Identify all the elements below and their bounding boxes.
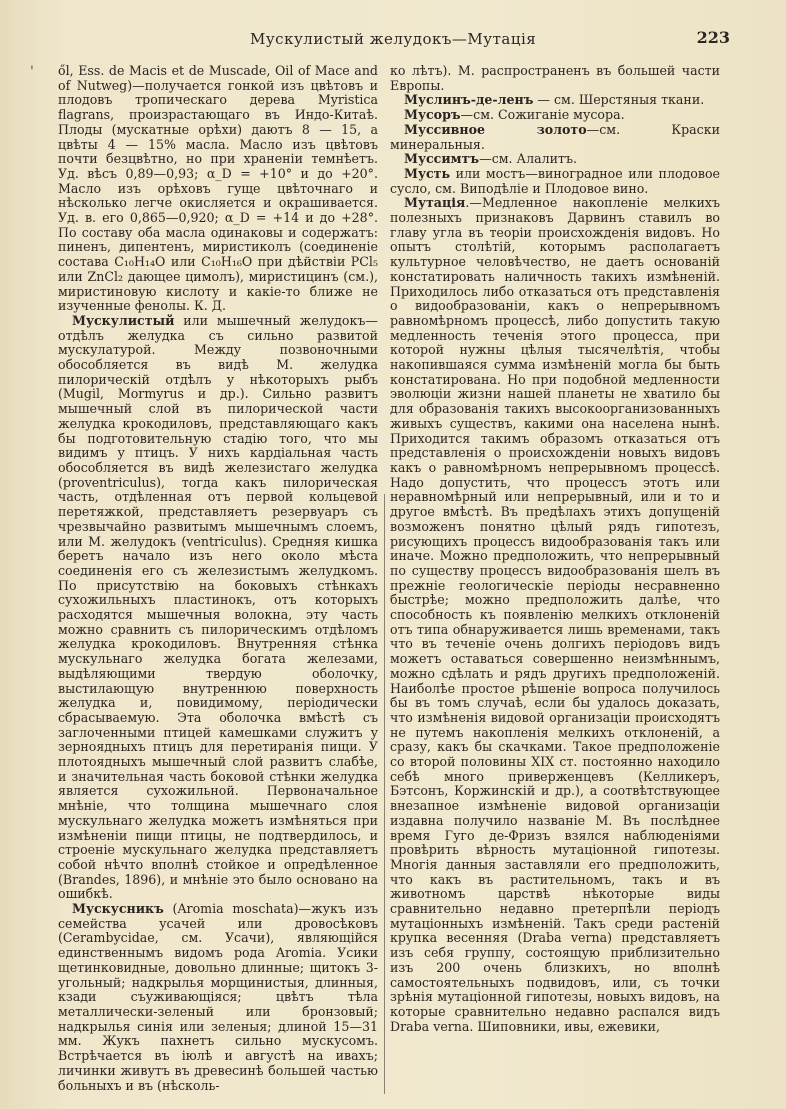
article-paragraph [390,123,720,152]
entry-text: или мостъ—виноградное или плодовое сусло, см. Виподѣліе и Плодовое вино. [390,165,720,196]
entry-headword: Мутація [404,195,466,211]
entry-text: ко лѣтъ). М. распространенъ въ большей части Европы. [390,64,720,93]
article-paragraph [390,108,720,123]
entry-text: —см. Алалитъ. [479,151,577,167]
entry-text: .—Медленное накопленіе мелкихъ полезныхъ признаковъ Дарвинъ ставилъ во главу угла въ теоріи происхожденія видовъ. Но опытъ столѣтій, которымъ располагаетъ культурное человѣчество, не даетъ основаній констатировать наличность такихъ измѣненій. Приходилось либо отказаться отъ представленія о видообразованіи, какъ о непрерывномъ равномѣрномъ процессѣ, либо допустить такую медленность теченія этого процесса, при которой нужны цѣлыя тысячелѣтія, чтобы накопившаяся сумма измѣненій могла бы быть констатирована. Но при подобной медленности эволюціи жизни нашей планеты не хватило бы для образованія такихъ высокоорганизованныхъ живыхъ существъ, какими она населена нынѣ. Приходится такимъ образомъ отказаться отъ представленія о происхожденіи новыхъ видовъ какъ о равномѣрномъ непрерывномъ процессѣ. Надо допустить, что процессъ этотъ или неравномѣрный или непрерывный, или и то и другое вмѣстѣ. Въ предѣлахъ этихъ допущеній возможенъ понятно цѣлый рядъ гипотезъ, рисующихъ процессъ видообразованія такъ или иначе. Можно предположить, что непрерывный по существу процессъ видообразованія шелъ въ прежніе геологическіе періоды несравненно быстрѣе; можно предположить далѣе, что способность къ появленію мелкихъ отклоненій отъ типа обнаруживается лишь временами, такъ что въ теченіе очень долгихъ періодовъ видъ можетъ оставаться совершенно неизмѣннымъ, можно сдѣлать и рядъ другихъ предположеній. Наиболѣе простое рѣшеніе вопроса получилось бы въ томъ случаѣ, если бы удалось доказать, что измѣненія видовой организаціи происходятъ не путемъ накопленія мелкихъ отклоненій, а сразу, какъ бы скачками. Такое предположеніе со второй половины XIX ст. постоянно находило себѣ много приверженцевъ (Келликеръ, Бэтсонъ, Коржинскій и др.), а соотвѣтствующее внезапное измѣненіе видовой организаціи издавна получило названіе М. Въ послѣднее время Гуго де-Фризъ взялся наблюденіями провѣрить вѣрность мутаціонной гипотезы. Многія данныя заставляли его предположить, что какъ въ растительномъ, такъ и въ животномъ царствѣ нѣкоторые виды сравнительно недавно претерпѣли періодъ мутаціонныхъ измѣненій. Такъ среди растеній крупка весенняя (Draba verna) представляетъ изъ себя группу, состоящую приблизительно изъ 200 очень близкихъ, но вполнѣ самостоятельныхъ подвидовъ, или, съ точки зрѣнія мутаціонной гипотезы, новыхъ видовъ, на которые сравнительно недавно распался видъ Draba verna. Шиповники, ивы, ежевики, [390,195,720,1034]
entry-text: или мышечный желудокъ—отдѣлъ желудка съ сильно развитой мускулатурой. Между позвоночными обособляется въ видѣ М. желудка пилорическій отдѣлъ у нѣкоторыхъ рыбъ (Mugil, Mormyrus и др.). Сильно развитъ мышечный слой въ пилорической части желудка крокодиловъ, представляющаго какъ бы подготовительную стадію того, что мы видимъ у птицъ. У нихъ кардіальная часть обособляется въ видѣ железистаго желудка (proventriculus), тогда какъ пилорическая часть, отдѣленная отъ первой кольцевой перетяжкой, представляетъ резервуаръ съ чрезвычайно развитымъ мышечнымъ слоемъ, или М. желудокъ (ventriculus). Средняя кишка беретъ начало изъ него около мѣста соединенія его съ железистымъ желудкомъ. По присутствію на боковыхъ стѣнкахъ сухожильныхъ пластинокъ, отъ которыхъ расходятся мышечныя волокна, эту часть можно сравнить съ пилорическимъ отдѣломъ желудка крокодиловъ. Внутренняя стѣнка мускульнаго желудка богата железами, выдѣляющими твердую оболочку, выстилающую внутреннюю поверхность желудка и, повидимому, періодически сбрасываемую. Эта оболочка вмѣстѣ съ заглоченными птицей камешками служитъ у зерноядныхъ птицъ для перетиранія пищи. У плотоядныхъ мышечный слой развитъ слабѣе, и значительная часть боковой стѣнки желудка является сухожильной. Первоначальное мнѣніе, что толщина мышечнаго слоя мускульнаго желудка можетъ измѣняться при измѣненіи пищи птицы, не подтвердилось, и строеніе мускульнаго желудка представляетъ собой нѣчто вполнѣ стойкое и опредѣленное (Brandes, 1896), и мнѣніе это было основано на ошибкѣ. [58,312,378,902]
article-paragraph [58,64,378,314]
entry-headword: Муссивное золото [404,121,587,137]
entry-headword: Мускулистый [72,312,175,328]
article-paragraph [58,314,378,902]
entry-headword: Мускусникъ [72,901,164,917]
entry-headword: Мусоръ [404,107,461,123]
entry-text: —см. Краски минеральныя. [390,121,720,152]
article-paragraph [390,64,720,93]
page-number: 223 [696,28,730,47]
article-paragraph [390,152,720,167]
entry-text: — см. Шерстяныя ткани. [533,92,705,108]
entry-text: (Aromia moschata)—жукъ изъ семейства усачей или дровосѣковъ (Cerambycidae, см. Усачи), являющійся единственнымъ видомъ рода Aromia. Усики щетинковидные, довольно длинные; щитокъ 3-угольный; надкрылья морщинистыя, длинныя, кзади съуживающіяся; цвѣтъ тѣла металлически-зеленый или бронзовый; надкрылья синія или зеленыя; длиной 15—31 мм. Жукъ пахнетъ сильно мускусомъ. Встрѣчается въ іюлѣ и августѣ на ивахъ; личинки живутъ въ древесинѣ большей частью больныхъ и въ (нѣсколь- [58,901,378,1093]
entry-headword: Муслинъ-де-ленъ [404,92,534,108]
page-header [0,28,786,50]
article-paragraph [390,167,720,196]
entry-headword: Муссимтъ [404,151,480,167]
article-paragraph [390,93,720,108]
margin-mark: ' [30,64,34,80]
entry-headword: Мусть [404,165,451,181]
entry-text: —см. Сожиганіе мусора. [460,107,625,123]
article-paragraph [390,196,720,1034]
entry-text: ől, Ess. de Macis et de Muscade, Oil of Mace and of Nutweg)—получается гонкой изъ цвѣтовъ и плодовъ тропическаго дерева Myristica flagrans, произрастающаго въ Индо-Китаѣ. Плоды (мускатные орѣхи) даютъ 8 — 15, а цвѣты 4 — 15% масла. Масло изъ цвѣтовъ почти безцвѣтно, но при храненіи темнѣетъ. Уд. вѣсъ 0,89—0,93; α_D = +10° и до +20°. Масло изъ орѣховъ гуще цвѣточнаго и нѣсколько легче окисляется и окрашивается. Уд. в. его 0,865—0,920; α_D = +14 и до +28°. По составу оба масла одинаковы и содержатъ: пиненъ, дипентенъ, миристиколъ (соединеніе состава C₁₀H₁₄O или C₁₀H₁₆O при дѣйствіи PCl₅ или ZnCl₂ дающее цимолъ), миристицинъ (см.), миристиновую кислоту и какіе-то ближе не изученные фенолы. К. Д. [58,64,378,314]
left-column [58,64,378,1104]
column-divider [384,494,385,1094]
right-column [390,64,720,1104]
article-paragraph [58,902,378,1093]
running-head: Мускулистый желудокъ—Мутація [250,30,537,48]
